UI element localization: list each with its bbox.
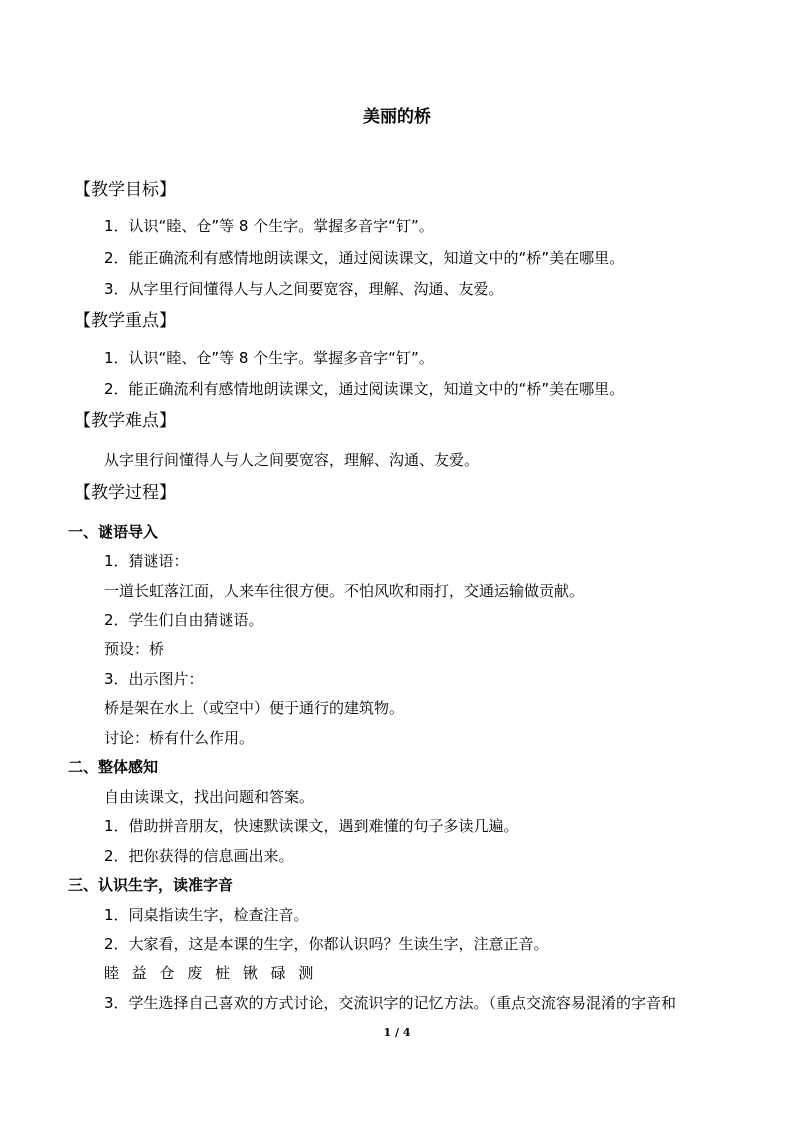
overall-line-3: 2．把你获得的信息画出来。 (104, 847, 294, 865)
difficulties-text: 从字里行间懂得人与人之间要宽容，理解、沟通、友爱。 (104, 451, 480, 469)
page-number: 1 / 4 (383, 1026, 411, 1039)
riddle-line-2: 一道长虹落江面，人来车往很方便。不怕风吹和雨打，交通运输做贡献。 (104, 582, 585, 600)
part-heading-riddle: 一、谜语导入 (68, 523, 159, 541)
section-heading-process: 【教学过程】 (74, 483, 176, 503)
key-points-item-1: 1．认识“睦、仓”等 8 个生字。掌握多音字“钉”。 (104, 349, 434, 367)
riddle-line-4: 预设：桥 (104, 640, 165, 658)
goals-item-1: 1．认识“睦、仓”等 8 个生字。掌握多音字“钉”。 (104, 217, 434, 235)
overall-line-1: 自由读课文，找出问题和答案。 (104, 788, 315, 806)
riddle-line-7: 讨论：桥有什么作用。 (104, 729, 255, 747)
overall-line-2: 1．借助拼音朋友，快速默读课文，遇到难懂的句子多读几遍。 (104, 817, 519, 835)
goals-item-2: 2．能正确流利有感情地朗读课文，通过阅读课文，知道文中的“桥”美在哪里。 (104, 249, 625, 267)
key-points-item-2: 2．能正确流利有感情地朗读课文，通过阅读课文，知道文中的“桥”美在哪里。 (104, 380, 625, 398)
characters-line-2: 2．大家看，这是本课的生字，你都认识吗？生读生字，注意正音。 (104, 935, 549, 953)
characters-line-1: 1．同桌指读生字，检查注音。 (104, 906, 309, 924)
riddle-line-6: 桥是架在水上（或空中）便于通行的建筑物。 (104, 699, 405, 717)
part-heading-characters: 三、认识生字，读准字音 (68, 876, 234, 894)
riddle-line-3: 2．学生们自由猜谜语。 (104, 611, 264, 629)
document-title: 美丽的桥 (363, 107, 431, 127)
part-heading-overall: 二、整体感知 (68, 758, 159, 776)
goals-item-3: 3．从字里行间懂得人与人之间要宽容，理解、沟通、友爱。 (104, 280, 504, 298)
riddle-line-1: 1．猜谜语： (104, 552, 189, 570)
section-heading-goals: 【教学目标】 (74, 180, 176, 200)
section-heading-key-points: 【教学重点】 (74, 311, 176, 331)
section-heading-difficulties: 【教学难点】 (74, 411, 176, 431)
new-characters-list: 睦 益 仓 废 桩 锹 碌 测 (104, 964, 315, 982)
characters-line-4: 3．学生选择自己喜欢的方式讨论，交流识字的记忆方法。（重点交流容易混淆的字音和 (104, 994, 677, 1012)
riddle-line-5: 3．出示图片： (104, 670, 204, 688)
